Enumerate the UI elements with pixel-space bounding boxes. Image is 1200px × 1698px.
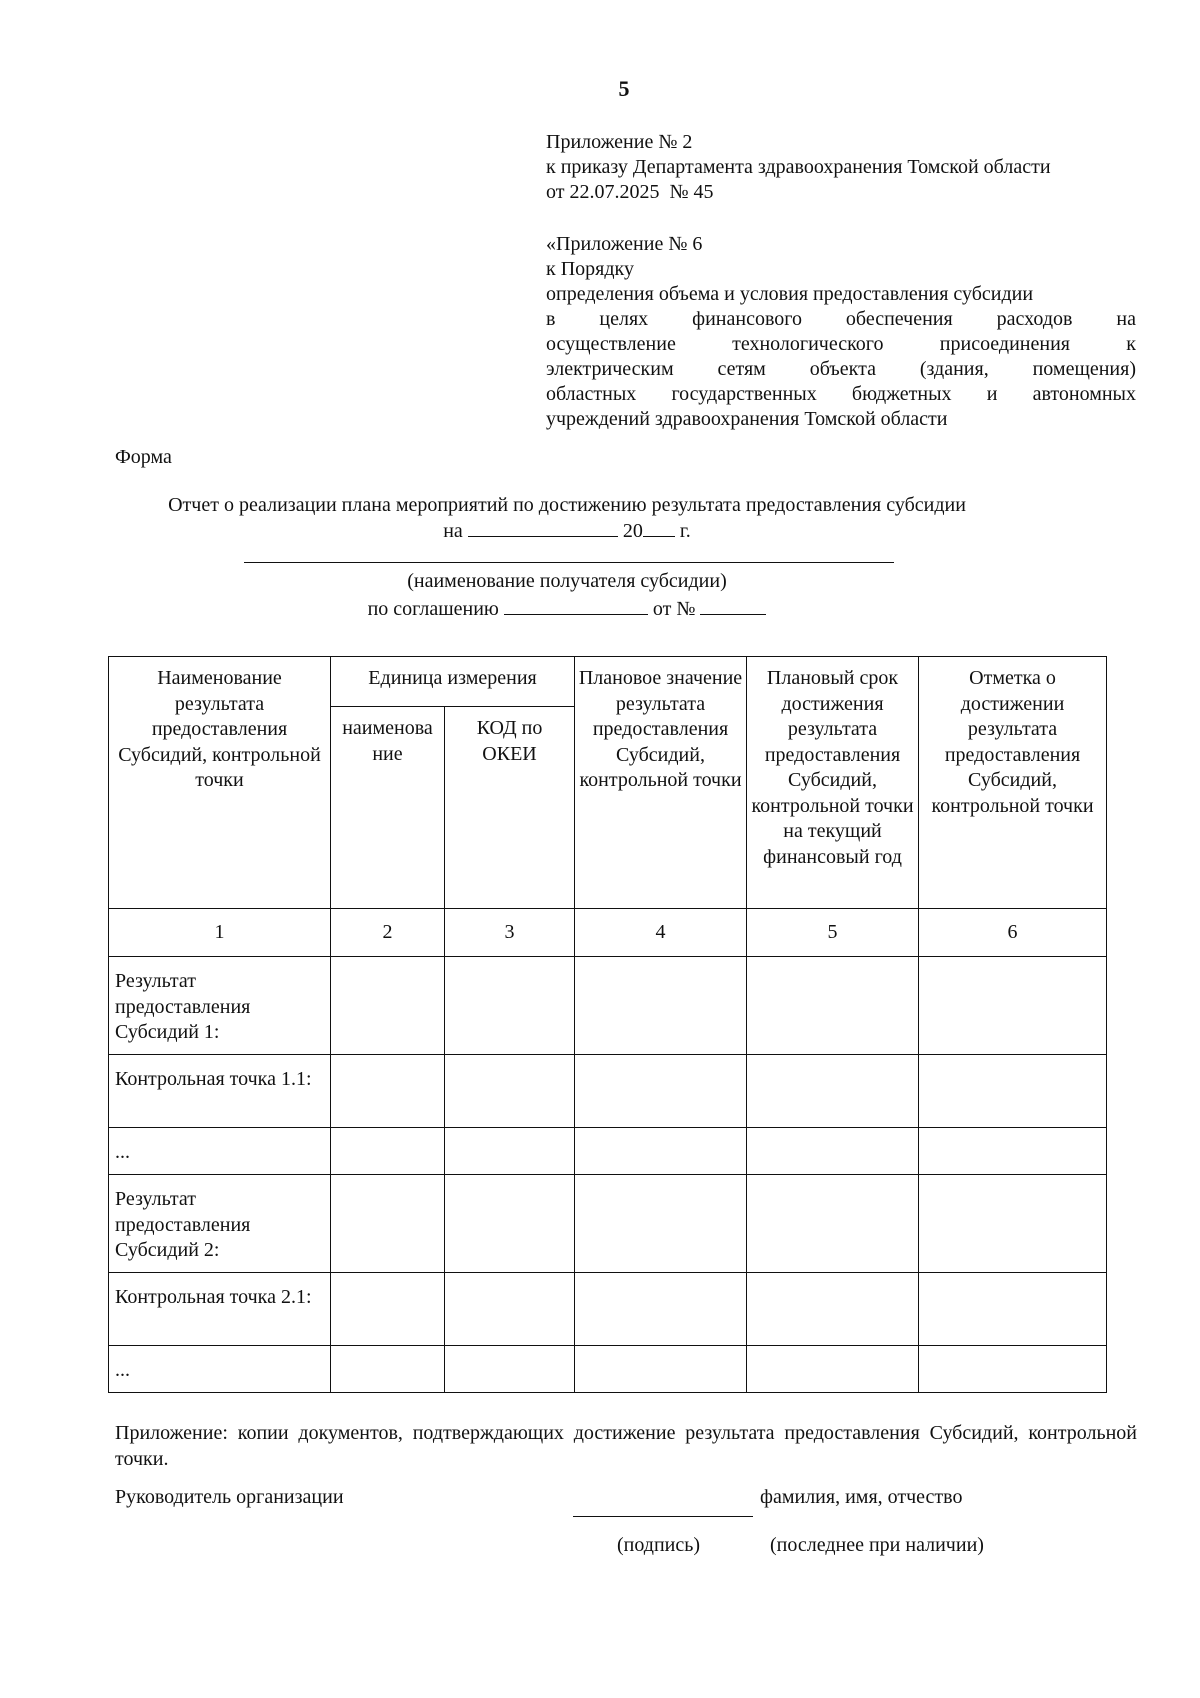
- table-cell: [331, 1273, 445, 1346]
- table-cell: [919, 957, 1107, 1055]
- table-row: [109, 1128, 1107, 1175]
- agreement-line: [0, 596, 1134, 621]
- header-achievement-mark: Отметка о достижении результата предоставления Субсидий, контрольной точки: [919, 657, 1107, 909]
- table-cell: [919, 1128, 1107, 1175]
- appendix-6-block: [546, 232, 1136, 432]
- table-cell: [331, 1128, 445, 1175]
- attachment-note: Приложение: копии документов, подтверждающих достижение результата предоставления Субсидий, контрольной точки.: [115, 1422, 1137, 1470]
- appendix-6-line: учреждений здравоохранения Томской области: [546, 408, 948, 430]
- column-number: 6: [919, 909, 1107, 957]
- row-label: Результат предоставления Субсидий 1:: [109, 957, 331, 1055]
- report-date-year: 20: [622, 520, 643, 542]
- table-cell: [919, 1346, 1107, 1393]
- table-row: [109, 1175, 1107, 1273]
- table-cell: [919, 1175, 1107, 1273]
- report-title: [0, 492, 1134, 544]
- table-cell: [445, 1055, 575, 1128]
- report-title-main: Отчет о реализации плана мероприятий по достижению результата предоставления субсидии: [168, 494, 966, 516]
- recipient-caption: (наименование получателя субсидии): [407, 570, 727, 592]
- table-cell: [747, 1175, 919, 1273]
- table-cell: [445, 1175, 575, 1273]
- head-of-organization-label: Руководитель организации: [115, 1486, 344, 1508]
- table-cell: [919, 1273, 1107, 1346]
- column-number: 3: [445, 909, 575, 957]
- table-cell: [445, 1128, 575, 1175]
- table-cell: [919, 1055, 1107, 1128]
- appendix-6-line: электрическим сетям объекта (здания, помещения): [546, 358, 1136, 380]
- appendix-6-line: областных государственных бюджетных и автономных: [546, 383, 1136, 405]
- table-row: [109, 1055, 1107, 1128]
- report-date-suffix: г.: [679, 520, 691, 542]
- table-cell: [747, 957, 919, 1055]
- full-name-label: фамилия, имя, отчество: [760, 1486, 963, 1508]
- table-cell: [747, 1055, 919, 1128]
- table-cell: [331, 957, 445, 1055]
- row-label: ...: [109, 1128, 331, 1175]
- date-blank: [468, 518, 618, 537]
- table-cell: [575, 957, 747, 1055]
- appendix-6-line: осуществление технологического присоединения к: [546, 333, 1136, 355]
- report-date-line: [0, 518, 1134, 544]
- table-cell: [331, 1055, 445, 1128]
- row-label: Результат предоставления Субсидий 2:: [109, 1175, 331, 1273]
- column-number: 2: [331, 909, 445, 957]
- header-planned-date: Плановый срок достижения результата предоставления Субсидий, контрольной точки на текущий финансовый год: [747, 657, 919, 909]
- agreement-middle: от №: [652, 598, 696, 620]
- appendix-2-block: [546, 130, 1136, 205]
- appendix-2-line: от 22.07.2025 № 45: [546, 181, 714, 203]
- report-date-prefix: на: [443, 520, 463, 542]
- signature-caption: (подпись): [617, 1534, 701, 1556]
- table-cell: [747, 1128, 919, 1175]
- table-cell: [575, 1128, 747, 1175]
- form-label: Форма: [115, 446, 172, 468]
- column-number: 4: [575, 909, 747, 957]
- column-number: 1: [109, 909, 331, 957]
- table-cell: [331, 1175, 445, 1273]
- appendix-2-line: Приложение № 2: [546, 131, 693, 153]
- header-unit-name: наименова ние: [331, 707, 445, 909]
- row-label: Контрольная точка 1.1:: [109, 1055, 331, 1128]
- header-unit-code: КОД по ОКЕИ: [445, 707, 575, 909]
- table-row: [109, 1346, 1107, 1393]
- appendix-6-line: «Приложение № 6: [546, 233, 703, 255]
- agreement-blank: [504, 596, 648, 615]
- table-row: [109, 957, 1107, 1055]
- table-cell: [445, 1346, 575, 1393]
- table-cell: [331, 1346, 445, 1393]
- table-row: [109, 1273, 1107, 1346]
- table-header-row: [109, 657, 1107, 707]
- table-cell: [747, 1346, 919, 1393]
- table-cell: [575, 1273, 747, 1346]
- table-cell: [575, 1175, 747, 1273]
- full-name-caption: (последнее при наличии): [770, 1534, 984, 1556]
- column-numbers-row: [109, 909, 1107, 957]
- row-label: ...: [109, 1346, 331, 1393]
- year-blank: [643, 518, 675, 537]
- table-cell: [445, 1273, 575, 1346]
- page-number: 5: [618, 76, 630, 101]
- recipient-name-line: [244, 562, 894, 563]
- header-result-name: Наименование результата предоставления Субсидий, контрольной точки: [109, 657, 331, 909]
- table-cell: [575, 1346, 747, 1393]
- header-planned-value: Плановое значение результата предоставления Субсидий, контрольной точки: [575, 657, 747, 909]
- table-cell: [747, 1273, 919, 1346]
- header-unit-group: Единица измерения: [331, 657, 575, 707]
- appendix-6-line: в целях финансового обеспечения расходов на: [546, 308, 1136, 330]
- appendix-2-line: к приказу Департамента здравоохранения Томской области: [546, 156, 1051, 178]
- agreement-prefix: по соглашению: [367, 598, 499, 620]
- table-cell: [575, 1055, 747, 1128]
- agreement-number-blank: [700, 596, 766, 615]
- appendix-6-line: к Порядку: [546, 258, 634, 280]
- row-label: Контрольная точка 2.1:: [109, 1273, 331, 1346]
- appendix-6-line: определения объема и условия предоставления субсидии: [546, 283, 1034, 305]
- report-table: [108, 656, 1107, 1393]
- signature-line: [573, 1516, 753, 1517]
- table-cell: [445, 957, 575, 1055]
- column-number: 5: [747, 909, 919, 957]
